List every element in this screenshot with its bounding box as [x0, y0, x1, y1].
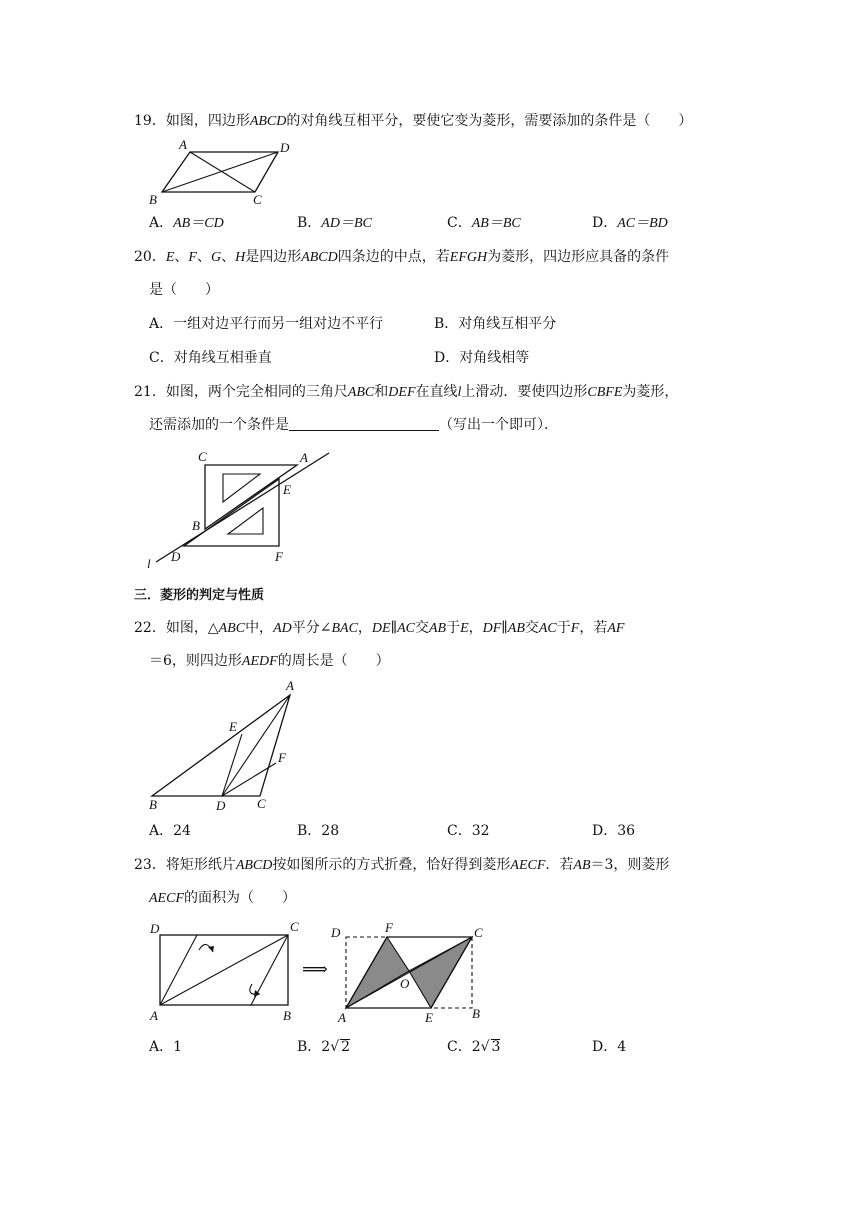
option-label: D．	[592, 215, 618, 231]
option-text: AB＝CD	[173, 216, 224, 231]
figure-q22-triangle	[142, 676, 312, 818]
question-number: 22．	[134, 620, 166, 636]
text-part: 为菱形，	[622, 384, 679, 400]
math-var: DF	[482, 621, 502, 636]
diagonal-ac	[160, 935, 288, 1005]
text-part: 为菱形，四边形应具备的条件	[487, 249, 670, 265]
shaded-triangle-left	[346, 937, 409, 1008]
math-var: EFGH	[449, 250, 488, 265]
text-part: ＝6，则四边形	[149, 653, 242, 669]
option-text: AD＝BC	[321, 216, 372, 231]
sqrt-sign-icon: √	[330, 1039, 340, 1055]
label-f: F	[385, 920, 393, 935]
text-part: 在直线	[415, 384, 458, 400]
math-var: CBFE	[587, 385, 623, 400]
math-var: AC	[538, 621, 557, 636]
text-part: 交	[524, 620, 539, 636]
figure-q19-parallelogram	[140, 136, 310, 208]
question-number: 20．	[134, 249, 166, 265]
label-a: A	[286, 678, 294, 693]
text-part: 将矩形纸片	[165, 857, 236, 873]
option-a[interactable]: A．一组对边平行而另一组对边不平行	[149, 316, 384, 332]
text-part: 于	[446, 620, 461, 636]
math-var: AB	[507, 621, 525, 636]
option-c[interactable]: C．32	[447, 823, 490, 839]
math-var: ABC	[218, 621, 246, 636]
math-var: DEF	[388, 385, 416, 400]
question-23-text-line2	[149, 888, 296, 909]
math-var: AECF	[149, 891, 184, 906]
option-text: AC＝BD	[617, 216, 668, 231]
label-d: D	[280, 140, 290, 155]
math-var: F	[188, 250, 197, 265]
text-part: 交	[414, 620, 429, 636]
option-a[interactable]: A．24	[149, 823, 191, 839]
segment-df	[222, 763, 276, 796]
text-part: ＝3，则菱形	[590, 857, 670, 873]
text-part: 中，	[245, 620, 274, 636]
option-d[interactable]: D．对角线相等	[434, 350, 530, 366]
option-a[interactable]	[149, 213, 224, 234]
option-b[interactable]: B．28	[297, 823, 340, 839]
math-var: E	[165, 250, 175, 265]
text-part: 于	[556, 620, 571, 636]
option-label: A．	[149, 215, 174, 231]
math-var: AEDF	[241, 654, 278, 669]
label-f: F	[275, 549, 283, 564]
option-text: AB＝BC	[471, 216, 521, 231]
label-a: A	[300, 450, 308, 465]
math-var: DE	[371, 621, 391, 636]
shaded-triangle-right	[409, 937, 472, 1008]
text-part: 四条边的中点，若	[337, 249, 450, 265]
question-19-text	[134, 111, 692, 132]
question-22-text	[134, 618, 624, 639]
label-b: B	[149, 797, 157, 812]
question-number: 19．	[134, 113, 166, 129]
triangle-abc	[152, 695, 290, 796]
label-e: E	[425, 1010, 433, 1025]
text-part: 、	[174, 249, 189, 265]
math-var: AC	[397, 621, 415, 636]
option-b[interactable]: B．对角线互相平分	[434, 316, 557, 332]
option-c[interactable]: C．对角线互相垂直	[149, 350, 272, 366]
math-var: BAC	[331, 621, 358, 636]
math-var: ABCD	[301, 250, 338, 265]
triangle-abc-inner	[223, 474, 260, 502]
text-part: 、	[221, 249, 236, 265]
text-part: ∥	[390, 620, 398, 636]
label-e: E	[229, 719, 237, 734]
text-part: ，	[468, 620, 483, 636]
question-23-text	[134, 855, 669, 876]
figure-q21-triangles	[142, 444, 342, 574]
text-part: 、	[196, 249, 211, 265]
option-c[interactable]	[447, 213, 521, 234]
label-a: A	[338, 1010, 346, 1025]
text-part: 是四边形	[245, 249, 302, 265]
option-d[interactable]: D．4	[592, 1039, 627, 1055]
radicand: 3	[491, 1039, 501, 1055]
label-c: C	[257, 796, 266, 811]
math-var: ABCD	[249, 114, 287, 129]
option-label: B．	[297, 215, 322, 231]
text-part: 如图，四边形	[165, 113, 250, 129]
option-b[interactable]	[297, 1037, 350, 1057]
segment-ad	[222, 695, 290, 796]
diagonal-ac	[346, 937, 472, 1008]
label-c: C	[474, 925, 483, 940]
math-var: ABC	[347, 385, 375, 400]
text-part: ∥	[501, 620, 508, 636]
label-f: F	[278, 750, 286, 765]
arrowhead-icon	[208, 946, 214, 952]
label-l: l	[147, 556, 151, 571]
label-e: E	[283, 482, 291, 497]
label-d: D	[216, 798, 226, 813]
math-var: G	[210, 250, 222, 265]
question-22-text-line2	[149, 651, 390, 672]
transform-arrow-icon: ⟹	[302, 959, 328, 979]
text-part: ，	[357, 620, 372, 636]
math-var: AECF	[510, 858, 546, 873]
text-part: 如图，△	[165, 620, 219, 636]
option-label: C．	[447, 215, 472, 231]
text-part: 如图，两个完全相同的三角尺	[165, 384, 348, 400]
math-var: AD	[273, 621, 292, 636]
label-b: B	[149, 192, 157, 207]
math-var: F	[570, 621, 580, 636]
text-part: ，若	[579, 620, 608, 636]
label-c: C	[198, 449, 207, 464]
label-a: A	[150, 1008, 158, 1023]
text-part: 的对角线互相平分，要使它变为菱形，需要添加的条件是（ ）	[286, 113, 693, 129]
arrowhead-icon	[254, 990, 260, 997]
question-20-text	[134, 247, 669, 268]
option-d[interactable]	[592, 213, 668, 234]
question-20-text-line2: 是（ ）	[149, 282, 219, 298]
text-part: （写出一个即可）．	[439, 417, 558, 433]
triangle-abc	[205, 465, 297, 529]
text-part: 的面积为（ ）	[184, 890, 296, 906]
text-part: ．若	[545, 857, 574, 873]
label-b: B	[283, 1008, 291, 1023]
radicand: 2	[341, 1039, 351, 1055]
question-21-text	[134, 382, 678, 403]
option-a[interactable]: A．1	[149, 1039, 183, 1055]
label-d: D	[331, 925, 341, 940]
diagonal-ac	[190, 152, 255, 192]
math-var: l	[457, 385, 462, 400]
question-number: 21．	[134, 384, 166, 400]
text-part: 按如图所示的方式折叠，恰好得到菱形	[272, 857, 511, 873]
label-b: B	[472, 1006, 480, 1021]
math-var: AF	[607, 621, 625, 636]
figure-q23-folding	[142, 916, 502, 1028]
diagonal-bd	[162, 152, 278, 192]
math-var: AB	[573, 858, 591, 873]
math-var: E	[460, 621, 469, 636]
option-label: C．2	[447, 1039, 481, 1055]
label-o: O	[400, 976, 410, 991]
label-c: C	[253, 192, 262, 207]
label-b: B	[192, 518, 200, 533]
label-d: D	[171, 549, 181, 564]
option-label: B．2	[297, 1039, 331, 1055]
question-number: 23．	[134, 857, 166, 873]
label-d: D	[150, 921, 160, 936]
label-a: A	[179, 137, 187, 152]
math-var: ABCD	[235, 858, 273, 873]
sqrt-sign-icon: √	[480, 1039, 490, 1055]
label-c: C	[290, 919, 299, 934]
text-part: 和	[374, 384, 389, 400]
math-var: AB	[428, 621, 447, 636]
text-part: 平分∠	[291, 620, 332, 636]
option-b[interactable]	[297, 213, 372, 234]
section-heading: 三．菱形的判定与性质	[134, 588, 265, 603]
answer-blank[interactable]	[289, 416, 439, 431]
math-var: H	[235, 250, 246, 265]
question-21-text-line2	[149, 415, 558, 435]
option-c[interactable]	[447, 1037, 500, 1057]
text-part: 的周长是（ ）	[277, 653, 390, 669]
option-d[interactable]: D．36	[592, 823, 636, 839]
text-part: 上滑动．要使四边形	[461, 384, 588, 400]
text-part: 还需添加的一个条件是	[149, 417, 289, 433]
